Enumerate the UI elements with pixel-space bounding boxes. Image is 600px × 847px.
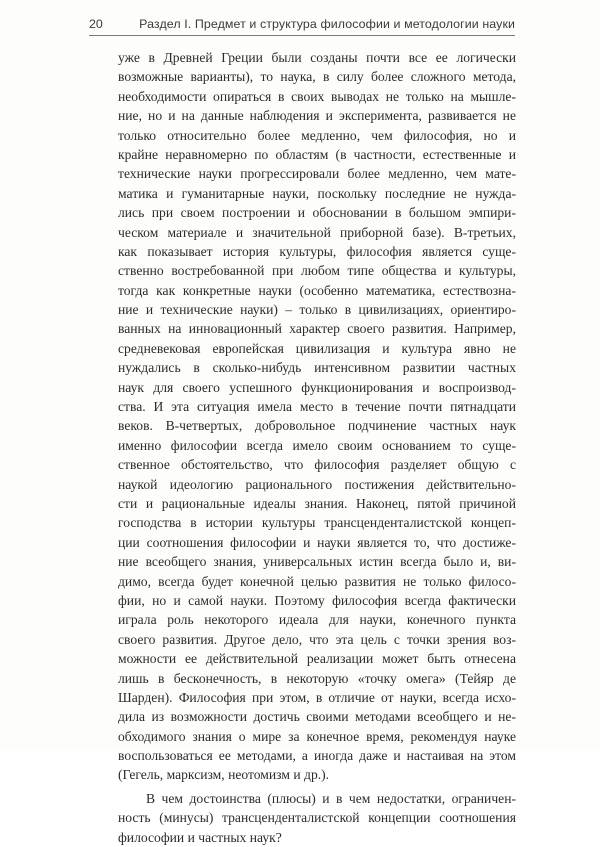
text-line: необходимости опираться в своих выводах не только на мышле- (118, 88, 516, 104)
text-line: (Гегель, марксизм, неотомизм и др.). (118, 767, 330, 783)
text-line: играла роль некоторого идеала для науки, конечного пункта (118, 612, 516, 628)
text-line: ственное обстоятельство, что философия разделяет общую с (118, 457, 516, 473)
running-header (89, 14, 515, 36)
text-line: ственно востребованной при любом типе общества и культуры, (118, 263, 516, 279)
text-line: фии, но и самой науки. Поэтому философия всегда фактически (118, 592, 516, 608)
page-number: 20 (89, 17, 103, 31)
text-line: тогда как конкретные науки (особенно математика, естествозна- (118, 282, 516, 298)
text-line: ность (минусы) трансценденталистской концепции соотношения (118, 810, 516, 826)
text-line: дила из возможности достичь своими методами всеобщего и не- (118, 709, 516, 725)
text-line: только относительно более медленно, чем философия, но и (118, 127, 516, 143)
text-line: именно философии всегда имело своим основанием то суще- (118, 437, 516, 453)
text-line: можности ее действительной реализации может быть отнесена (118, 651, 516, 667)
text-line: господства в истории культуры трансценденталистской концеп- (118, 515, 516, 531)
text-line: лишь в бесконечность, в некоторую «точку омега» (Тейяр де (118, 670, 516, 686)
text-line: нуждались в сколько-нибудь интенсивном развитии частных (118, 360, 516, 376)
text-line: философии и частных наук? (118, 829, 282, 845)
text-line: Шарден). Философия при этом, в отличие от науки, всегда исхо- (118, 689, 516, 705)
text-line: ванных на инновационный характер своего развития. Например, (118, 321, 516, 337)
text-line: ства. И эта ситуация имела место в течение почти пятнадцати (118, 399, 516, 415)
text-line: ции соотношения философии и науки является то, что достиже- (118, 534, 516, 550)
text-line: димо, всегда будет конечной целью развития не только филосо- (118, 573, 516, 589)
text-line: возможные варианты), то наука, в силу более сложного метода, (118, 69, 516, 85)
text-line: воспользоваться ее методами, а иногда даже и настаивая на этом (118, 748, 516, 764)
question-paragraph (118, 789, 516, 847)
text-line: ние и технические науки) – только в цивилизациях, ориентиро- (118, 302, 516, 318)
text-line: матика и гуманитарные науки, поскольку последние не нужда- (118, 185, 516, 201)
text-line: уже в Древней Греции были созданы почти все ее логически (118, 50, 516, 65)
text-line: В чем достоинства (плюсы) и в чем недостатки, ограничен- (146, 790, 516, 806)
text-line: наукой идеологию рационального постижения действительно- (118, 476, 516, 492)
body-text (118, 48, 516, 847)
text-line: сти и рациональные идеалы знания. Наконец, пятой причиной (118, 495, 516, 511)
text-line: как показывает история культуры, философия является суще- (118, 243, 516, 259)
section-title: Раздел I. Предмет и структура философии и методологии науки (139, 17, 515, 31)
text-line: технические науки прогрессировали более медленно, чем мате- (118, 166, 516, 182)
text-line: ние, но и на данные наблюдения и эксперимента, развивается не (118, 108, 516, 124)
text-line: своего развития. Другое дело, что эта цель с точки зрения воз- (118, 631, 516, 647)
text-line: крайне неравномерно по областям (в частности, естественные и (118, 146, 516, 162)
main-paragraph (118, 48, 516, 785)
text-line: наук для своего успешного функционирования и воспроизвод- (118, 379, 516, 395)
text-line: ние всеобщего знания, универсальных истин всегда было и, ви- (118, 554, 516, 570)
text-line: обходимого знания о мире за конечное время, рекомендуя науке (118, 728, 516, 744)
text-line: средневековая европейская цивилизация и культура явно не (118, 340, 516, 356)
text-line: ческом материале и значительной приборной базе). В-третьих, (118, 224, 516, 240)
text-line: лись при своем построении и обосновании в большом эмпири- (118, 205, 516, 221)
text-line: веков. В-четвертых, добровольное подчинение частных наук (118, 418, 516, 434)
